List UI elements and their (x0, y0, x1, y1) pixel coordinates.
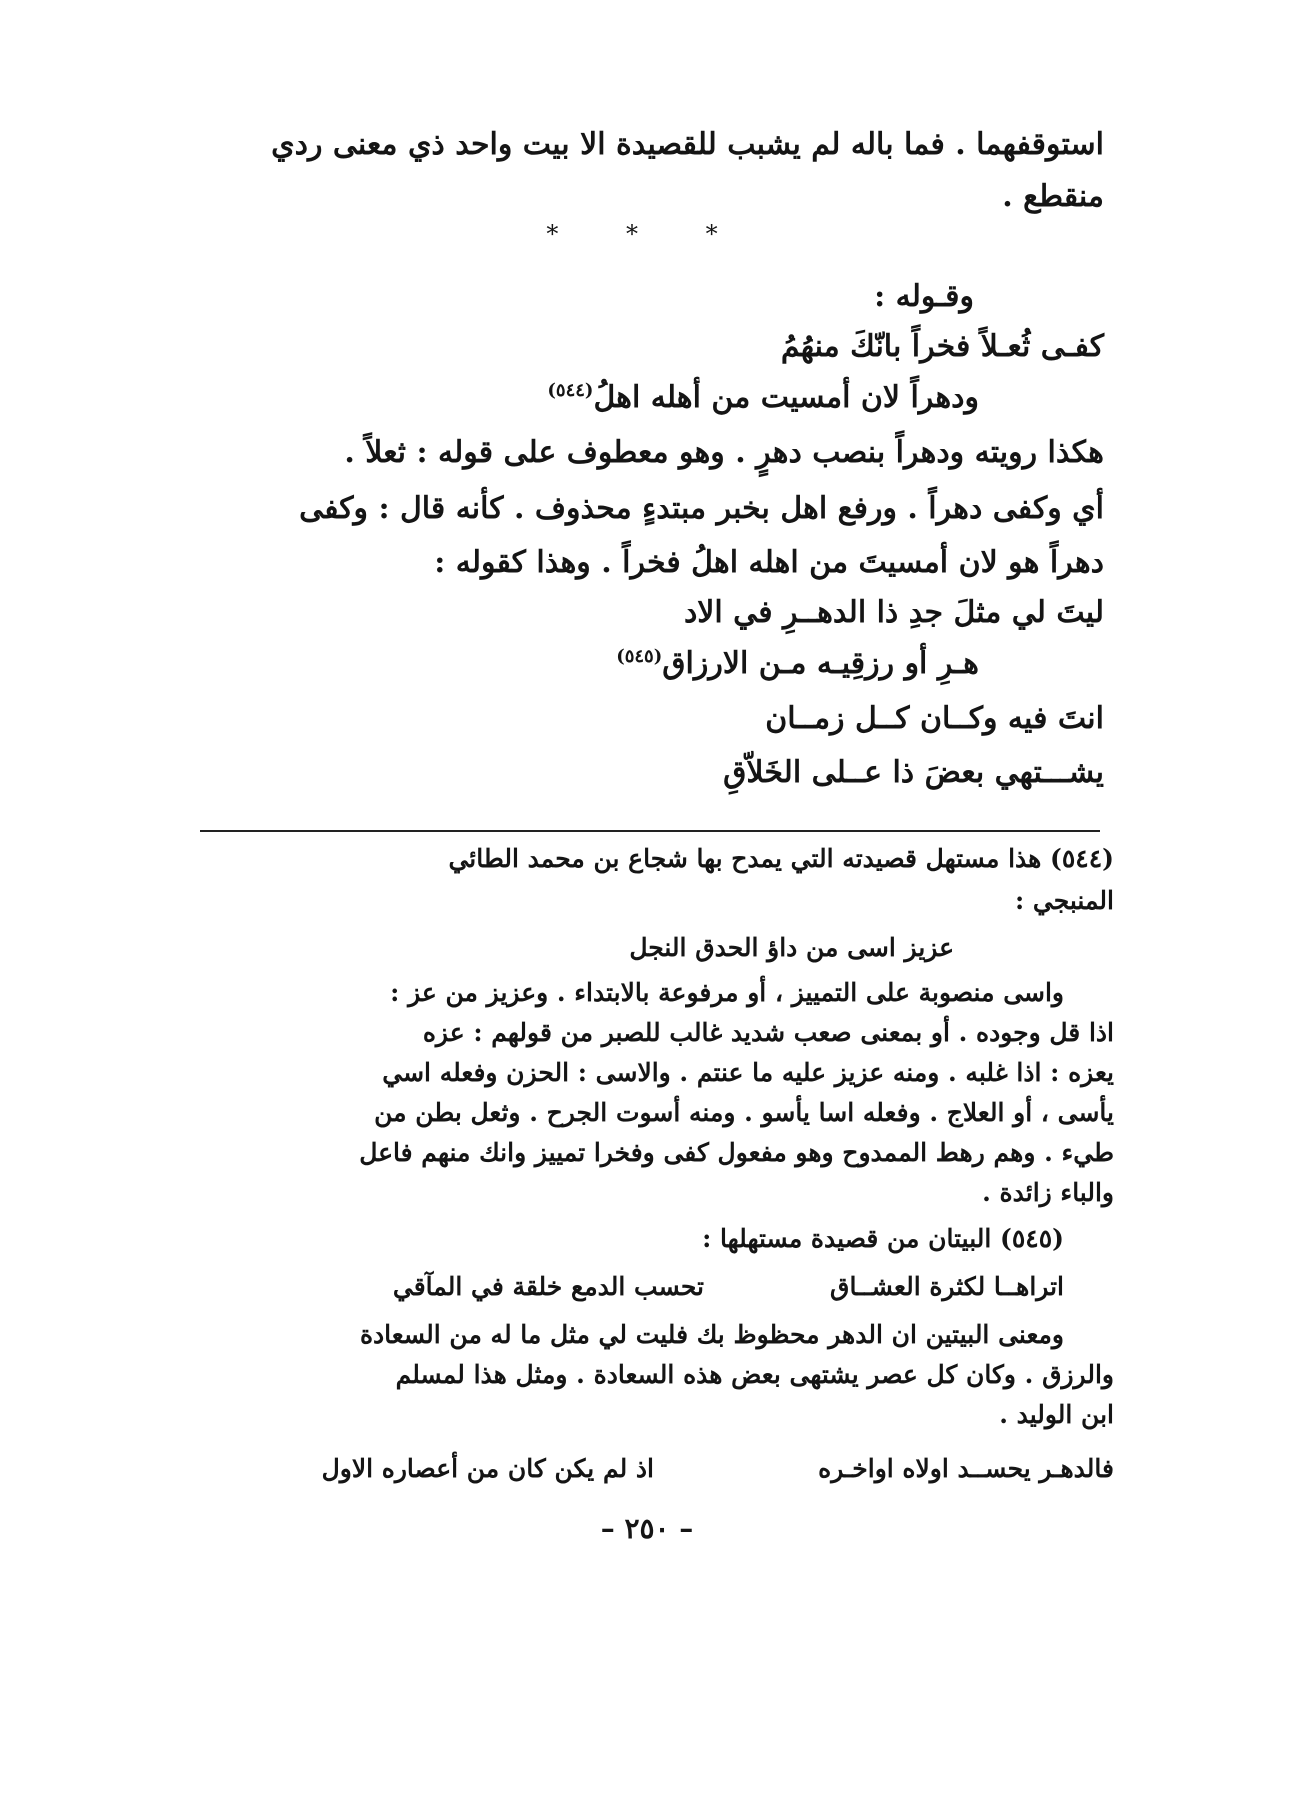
footnote-line: المنبجي : (1014, 886, 1114, 915)
commentary-line: هكذا رويته ودهراً بنصب دهرٍ . وهو معطوف على قوله : ثعلاً . (344, 435, 1104, 470)
footnote-line: والباء زائدة . (982, 1178, 1114, 1207)
commentary-line: دهراً هو لان أمسيتَ من اهله اهلُ فخراً . وهذا كقوله : (434, 545, 1104, 580)
footnote-line: اذا قل وجوده . أو بمعنى صعب شديد غالب للصبر من قولهم : عزه (422, 1018, 1114, 1047)
verse-line (616, 648, 979, 679)
section-separator: * * * (546, 220, 748, 248)
footnote-line: والرزق . وكان كل عصر يشتهى بعض هذه السعادة . ومثل هذا لمسلم (395, 1360, 1114, 1389)
footnote-line: (٥٤٤) هذا مستهل قصيدته التي يمدح بها شجاع بن محمد الطائي (448, 844, 1114, 873)
verse-hemistich (547, 382, 979, 413)
footnote-line: طيء . وهم رهط الممدوح وهو مفعول كفى وفخرا تمييز وانك منهم فاعل (359, 1138, 1114, 1167)
quote-intro: وقـوله : (874, 279, 974, 314)
page-number: – ٢٥٠ – (600, 1512, 694, 1545)
footnote-verse: اذ لم يكن كان من أعصاره الاول (321, 1454, 654, 1483)
footnote-ref: (٥٤٤) (547, 380, 594, 401)
verse-line: يشـــتهي بعضَ ذا عــلى الخَلاّقِ (723, 755, 1104, 790)
footnote-divider (200, 830, 1100, 832)
footnote-verse: فالدهـر يحســد اولاه اواخـره (818, 1454, 1114, 1483)
footnote-line: يعزه : اذا غلبه . ومنه عزيز عليه ما عنتم . والاسى : الحزن وفعله اسي (382, 1058, 1114, 1087)
footnote-line: ومعنى البيتين ان الدهر محظوظ بك فليت لي مثل ما له من السعادة (359, 1320, 1064, 1349)
footnote-line: (٥٤٥) البيتان من قصيدة مستهلها : (702, 1224, 1064, 1253)
verse-text: ودهراً لان أمسيت من أهله اهلُ (593, 380, 979, 415)
footnote-verse: تحسب الدمع خلقة في المآقي (392, 1272, 704, 1301)
footnote-line: يأسى ، أو العلاج . وفعله اسا يأسو . ومنه أسوت الجرح . وثعل بطن من (374, 1098, 1114, 1127)
text-line: منقطع . (1002, 179, 1104, 214)
verse-line: انتَ فيه وكــان كــل زمــان (765, 701, 1104, 736)
footnote-verse: اتراهــا لكثرة العشــاق (830, 1272, 1064, 1301)
text-line: استوقفهما . فما باله لم يشبب للقصيدة الا بيت واحد ذي معنى ردي (271, 127, 1104, 162)
verse-hemistich: كفـى ثُعـلاً فخراً بانّكَ منهُمُ (780, 329, 1104, 364)
footnote-ref: (٥٤٥) (616, 646, 663, 667)
footnote-verse: عزيز اسى من داؤ الحدق النجل (629, 933, 954, 962)
commentary-line: أي وكفى دهراً . ورفع اهل بخبر مبتدءٍ محذوف . كأنه قال : وكفى (299, 491, 1104, 526)
verse-text: هـرِ أو رزقِيـه مـن الارزاق (662, 646, 979, 681)
verse-line: ليتَ لي مثلَ جدِ ذا الدهــرِ في الاد (683, 595, 1104, 630)
footnote-line: ابن الوليد . (999, 1400, 1114, 1429)
footnote-line: واسى منصوبة على التمييز ، أو مرفوعة بالابتداء . وعزيز من عز : (390, 978, 1064, 1007)
